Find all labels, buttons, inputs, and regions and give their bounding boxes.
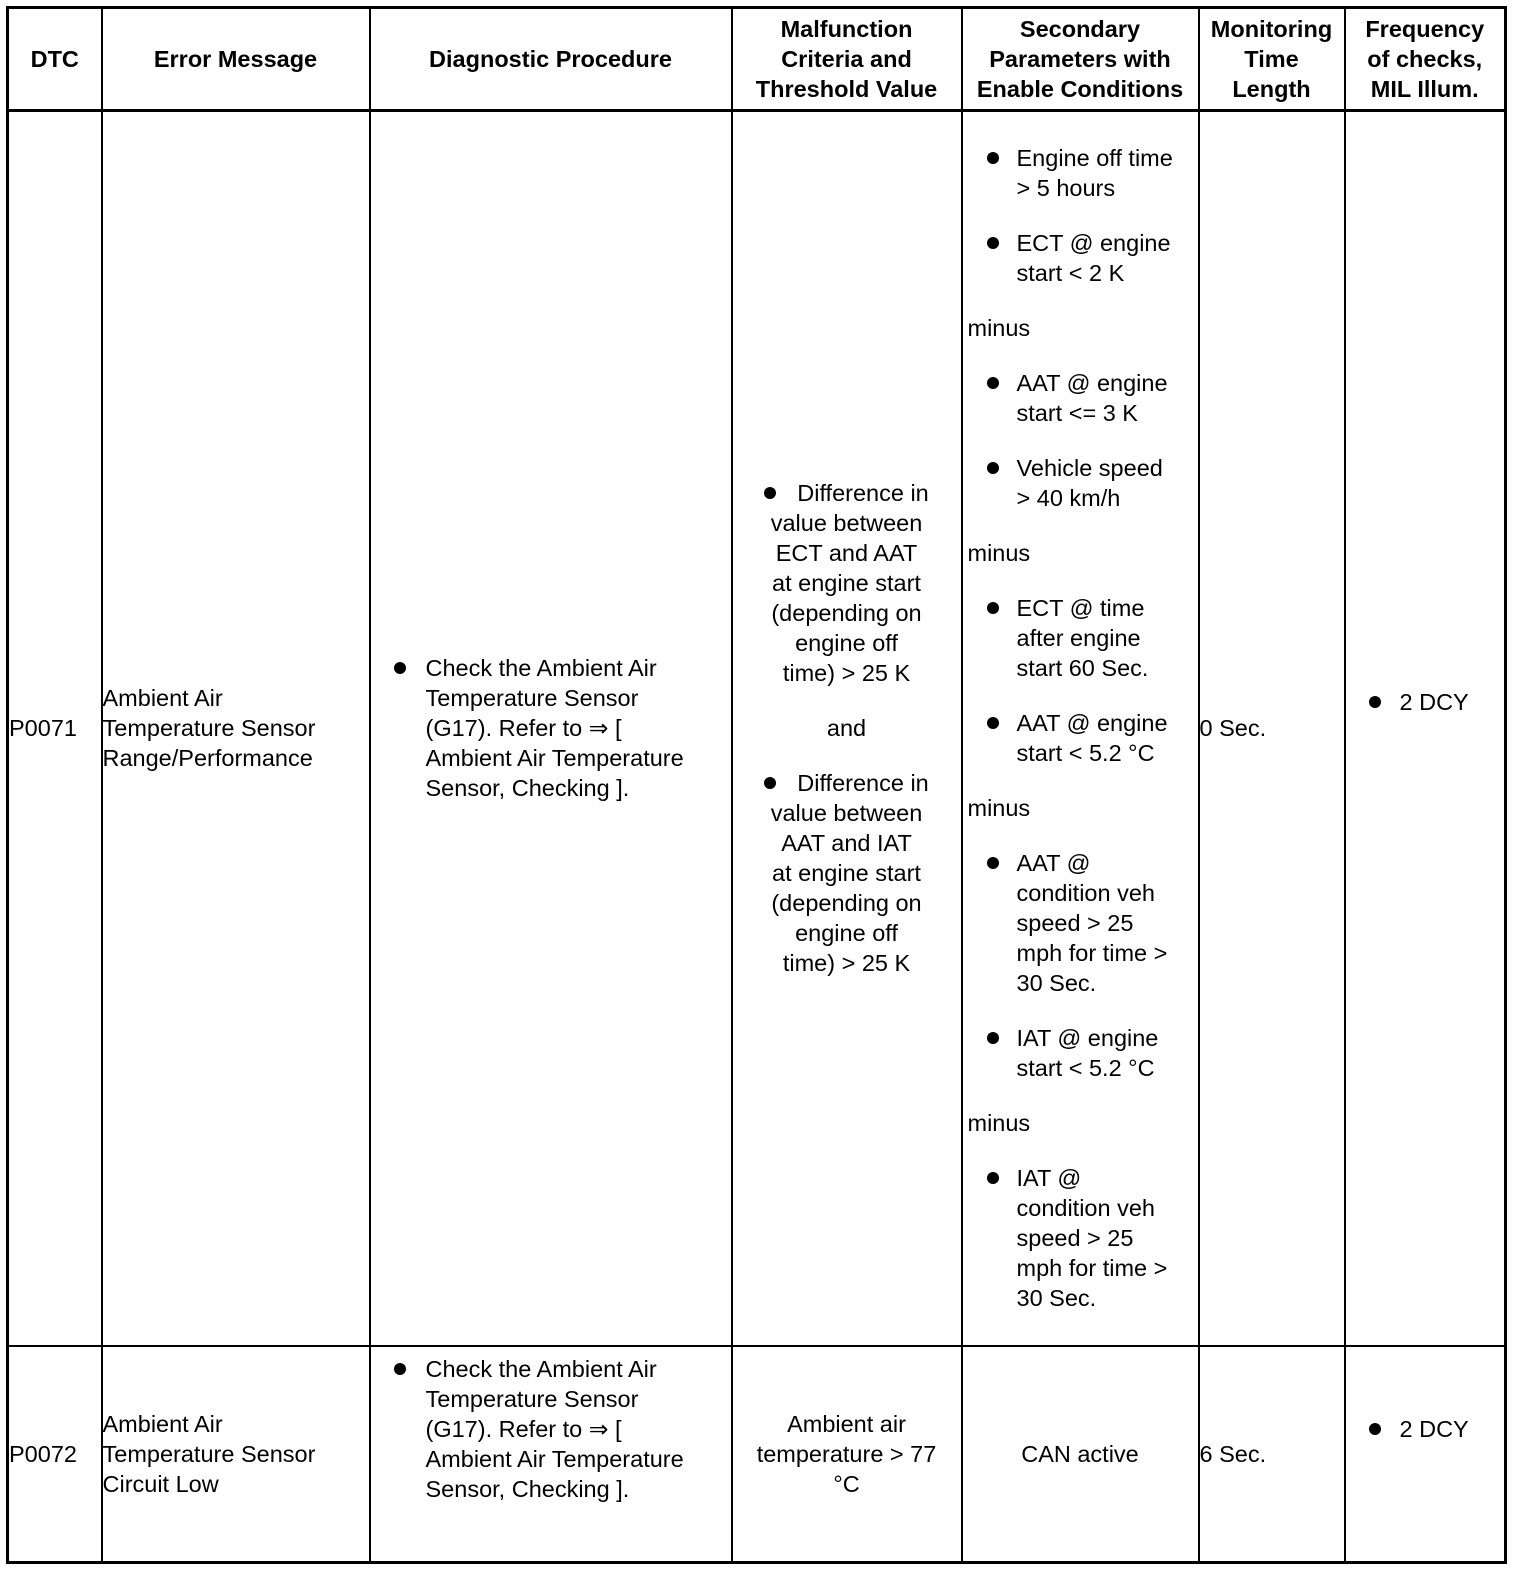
header-line: Frequency xyxy=(1365,16,1485,42)
header-line: Secondary xyxy=(1019,16,1141,42)
text-line: mph for time > xyxy=(1016,1255,1168,1282)
secondary-item xyxy=(963,1163,1198,1313)
text-line: speed > 25 xyxy=(1016,910,1134,937)
text-line: start < 5.2 °C xyxy=(1016,1055,1155,1082)
text-line: value between xyxy=(770,510,923,537)
text-line: start < 2 K xyxy=(1016,260,1125,287)
text-line: value between xyxy=(770,800,923,827)
text-line: AAT and IAT xyxy=(781,830,912,857)
text-line: temperature > 77 xyxy=(756,1440,937,1467)
secondary-item xyxy=(963,708,1198,768)
text-line: Ambient Air Temperature xyxy=(425,1445,684,1472)
frequency-list xyxy=(1346,687,1505,717)
secondary-separator: minus xyxy=(967,540,1031,567)
text-line: Check the Ambient Air xyxy=(425,655,657,682)
text-line: Temperature Sensor xyxy=(102,1440,316,1467)
header-line: of checks, xyxy=(1367,46,1483,72)
frequency-item: 2 DCY xyxy=(1346,687,1505,717)
dtc-code: P0071 xyxy=(8,111,102,1346)
text-line: engine off xyxy=(795,920,898,947)
text-line: time) > 25 K xyxy=(782,950,911,977)
header-frequency xyxy=(1345,8,1506,111)
header-line: Enable Conditions xyxy=(976,76,1184,102)
secondary-group xyxy=(963,848,1198,1083)
procedure-list xyxy=(371,1354,731,1504)
secondary-separator: minus xyxy=(967,1110,1031,1137)
text-line: IAT @ engine xyxy=(1016,1025,1159,1052)
error-message xyxy=(102,1346,370,1563)
criteria-connector: and xyxy=(826,715,867,742)
criteria-item xyxy=(733,768,961,978)
header-line: Error Message xyxy=(153,46,318,72)
header-line: DTC xyxy=(30,46,79,72)
header-line: Diagnostic Procedure xyxy=(429,46,672,72)
diagnostic-procedure xyxy=(370,111,732,1346)
text-line: Engine off time xyxy=(1016,145,1173,172)
text-line: 30 Sec. xyxy=(1016,970,1097,997)
header-malfunction-criteria xyxy=(732,8,962,111)
text-line: (depending on xyxy=(771,600,922,627)
header-line: Parameters with xyxy=(989,46,1171,72)
header-row xyxy=(8,8,1506,111)
text-line: at engine start xyxy=(772,860,921,887)
text-line: AAT @ engine xyxy=(1016,370,1168,397)
text-line: Range/Performance xyxy=(102,745,313,772)
dtc-code: P0072 xyxy=(8,1346,102,1563)
secondary-item xyxy=(963,848,1198,998)
table-row xyxy=(8,1346,1506,1563)
monitoring-time: 6 Sec. xyxy=(1199,1346,1345,1563)
procedure-item xyxy=(371,653,731,803)
text-line: speed > 25 xyxy=(1016,1225,1134,1252)
text-line: at engine start xyxy=(772,570,921,597)
frequency-item: 2 DCY xyxy=(1346,1414,1505,1444)
text-line: (G17). Refer to ⇒ [ xyxy=(425,715,622,742)
secondary-parameters: CAN active xyxy=(962,1346,1199,1563)
criteria-item xyxy=(733,478,961,688)
frequency-list xyxy=(1346,1414,1505,1444)
table-row xyxy=(8,111,1506,1346)
text-line: start 60 Sec. xyxy=(1016,655,1149,682)
header-diagnostic-procedure xyxy=(370,8,732,111)
text-line: (G17). Refer to ⇒ [ xyxy=(425,1415,622,1442)
text-line: after engine xyxy=(1016,625,1141,652)
text-line: Ambient air xyxy=(787,1410,906,1437)
header-line: Threshold Value xyxy=(755,76,938,102)
malfunction-criteria xyxy=(732,111,962,1346)
error-message xyxy=(102,111,370,1346)
bullet-icon xyxy=(764,777,776,789)
secondary-item xyxy=(963,143,1198,203)
text-line: Ambient Air Temperature xyxy=(425,745,684,772)
monitoring-time: 0 Sec. xyxy=(1199,111,1345,1346)
text-line: Vehicle speed xyxy=(1016,455,1163,482)
text-line: Temperature Sensor xyxy=(102,715,316,742)
header-line: Criteria and xyxy=(781,46,912,72)
text-line: AAT @ engine xyxy=(1016,710,1168,737)
header-error-message xyxy=(102,8,370,111)
secondary-group xyxy=(963,593,1198,768)
text-line: Ambient Air xyxy=(102,1410,223,1437)
secondary-item xyxy=(963,228,1198,288)
bullet-icon xyxy=(764,487,776,499)
text-line: 30 Sec. xyxy=(1016,1285,1097,1312)
secondary-group xyxy=(963,1163,1198,1313)
frequency-of-checks xyxy=(1345,111,1506,1346)
text-line: AAT @ xyxy=(1016,850,1091,877)
secondary-item xyxy=(963,593,1198,683)
text-line: Difference in xyxy=(797,770,929,797)
header-line: MIL Illum. xyxy=(1370,76,1479,102)
header-secondary-parameters xyxy=(962,8,1199,111)
text-line: ECT and AAT xyxy=(775,540,918,567)
text-line: condition veh xyxy=(1016,1195,1155,1222)
procedure-item xyxy=(371,1354,731,1504)
secondary-group xyxy=(963,368,1198,513)
text-line: start < 5.2 °C xyxy=(1016,740,1155,767)
text-line: condition veh xyxy=(1016,880,1155,907)
header-line: Malfunction xyxy=(780,16,913,42)
text-line: Sensor, Checking ]. xyxy=(425,775,630,802)
text-line: engine off xyxy=(795,630,898,657)
text-line: mph for time > xyxy=(1016,940,1168,967)
secondary-group xyxy=(963,143,1198,288)
secondary-item xyxy=(963,453,1198,513)
frequency-of-checks xyxy=(1345,1346,1506,1563)
text-line: (depending on xyxy=(771,890,922,917)
text-line: > 40 km/h xyxy=(1016,485,1121,512)
secondary-parameters xyxy=(962,111,1199,1346)
text-line: Temperature Sensor xyxy=(425,1385,639,1412)
header-line: Monitoring xyxy=(1210,16,1333,42)
header-line: Length xyxy=(1232,76,1311,102)
text-line: Check the Ambient Air xyxy=(425,1355,657,1382)
text-line: Circuit Low xyxy=(102,1470,219,1497)
header-line: Time xyxy=(1244,46,1299,72)
dtc-table xyxy=(6,6,1507,1564)
secondary-item xyxy=(963,1023,1198,1083)
secondary-separator: minus xyxy=(967,795,1031,822)
text-line: > 5 hours xyxy=(1016,175,1116,202)
diagnostic-procedure xyxy=(370,1346,732,1563)
text-line: time) > 25 K xyxy=(782,660,911,687)
header-monitoring-time xyxy=(1199,8,1345,111)
procedure-list xyxy=(371,653,731,803)
text-line: ECT @ time xyxy=(1016,595,1145,622)
secondary-separator: minus xyxy=(967,315,1031,342)
text-line: Sensor, Checking ]. xyxy=(425,1475,630,1502)
text-line: start <= 3 K xyxy=(1016,400,1138,427)
text-line: °C xyxy=(833,1470,860,1497)
text-line: Ambient Air xyxy=(102,685,223,712)
text-line: Difference in xyxy=(797,480,929,507)
secondary-item xyxy=(963,368,1198,428)
malfunction-criteria xyxy=(732,1346,962,1563)
text-line: ECT @ engine xyxy=(1016,230,1171,257)
header-dtc xyxy=(8,8,102,111)
text-line: Temperature Sensor xyxy=(425,685,639,712)
text-line: IAT @ xyxy=(1016,1165,1082,1192)
